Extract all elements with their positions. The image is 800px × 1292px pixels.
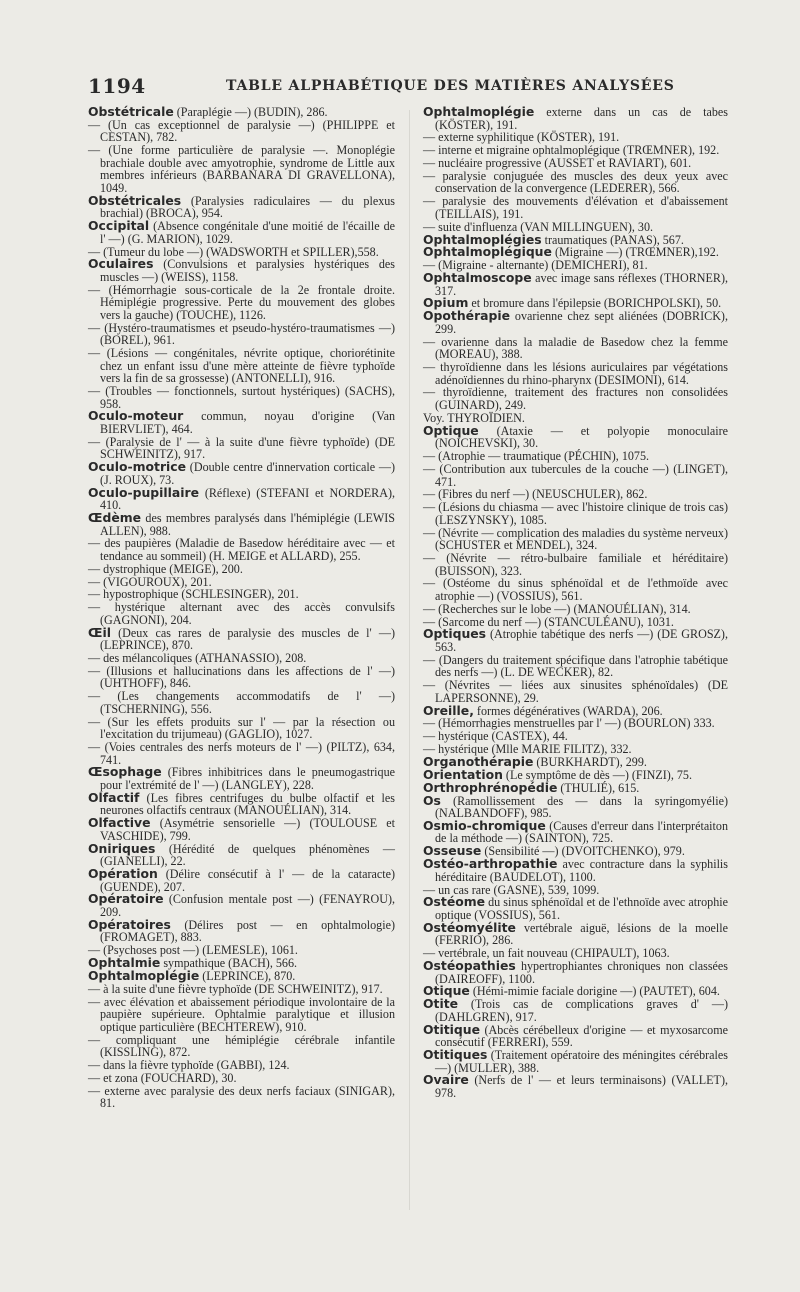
entry-text: — dans la fièvre typhoïde (GABBI), 124. xyxy=(88,1057,290,1072)
entry-text: (Asymétrie sensorielle —) (TOULOUSE et VASCHIDE), 799. xyxy=(100,816,395,843)
index-entry xyxy=(423,1074,728,1099)
entry-headword: Oculo-pupillaire xyxy=(88,484,200,500)
entry-text: traumatiques (PANAS), 567. xyxy=(541,232,684,247)
index-entry xyxy=(423,919,728,948)
index-entry xyxy=(423,170,728,195)
entry-text: — externe syphilitique (KÖSTER), 191. xyxy=(423,130,620,145)
entry-text: — hystérique (CASTEX), 44. xyxy=(423,729,568,744)
index-entry xyxy=(423,552,728,577)
entry-text: (Paraplégie —) (BUDIN), 286. xyxy=(173,105,328,119)
index-entry xyxy=(88,220,395,245)
entry-text: — (Contribution aux tubercules de la couche —) (LINGET), 471. xyxy=(423,461,728,489)
index-entry xyxy=(88,893,395,918)
entry-headword: Otitiques xyxy=(423,1047,488,1063)
index-entry xyxy=(423,195,728,220)
entry-text: — (Névrite — complication des maladies du système nerveux) (SCHUSTER et MENDEL), 324. xyxy=(423,525,728,553)
entry-text: et bromure dans l'épilepsie (BORICHPOLSKI), 50. xyxy=(468,296,722,311)
entry-headword: Olfactif xyxy=(88,789,140,805)
entry-text: (Le symptôme de dès —) (FINZI), 75. xyxy=(502,767,692,782)
index-entry xyxy=(423,463,728,488)
entry-headword: Oreille, xyxy=(423,702,474,718)
entry-text: (Paralysies radiculaires — du plexus brachial) (BROCA), 954. xyxy=(100,193,395,221)
index-entry xyxy=(423,386,728,411)
entry-headword: Opothérapie xyxy=(423,308,511,324)
index-entry xyxy=(423,336,728,361)
entry-text: — hystérique (Mlle MARIE FILITZ), 332. xyxy=(423,742,632,757)
index-entry xyxy=(88,1085,395,1110)
entry-text: — (Hystéro-traumatismes et pseudo-hystéro-traumatismes —) (BOREL), 961. xyxy=(88,320,395,348)
entry-text: — ovarienne dans la maladie de Basedow chez la femme (MOREAU), 388. xyxy=(423,334,728,362)
index-entry xyxy=(423,779,728,795)
index-entry xyxy=(423,628,728,653)
entry-text: (Réflexe) (STEFANI et NORDERA), 410. xyxy=(100,485,395,513)
entry-text: — thyroïdienne dans les lésions auriculaires par végétations adénoïdiennes du rhino-pharynx (DESIMONI), 614. xyxy=(423,360,728,387)
entry-text: — (Hémorrhagie sous-corticale de la 2e frontale droite. Hémiplégie progressive. Perte du mouvement des globes vers la gauche) (TOUCHE), 1126. xyxy=(88,282,395,322)
entry-text: — (Troubles — fonctionnels, surtout hystériques) (SACHS), 958. xyxy=(88,384,395,411)
index-entry xyxy=(88,868,395,893)
index-entry xyxy=(88,576,395,589)
index-entry xyxy=(423,577,728,602)
index-entry xyxy=(423,450,728,463)
index-entry xyxy=(423,603,728,616)
entry-text: (Délire consécutif à l' — de la cataracte) (GUENDE), 207. xyxy=(100,867,395,894)
entry-text: (Causes d'erreur dans l'interprétaiton de la méthode —) (SAINTON), 725. xyxy=(435,818,728,846)
index-entry xyxy=(88,624,395,653)
entry-text: (Migraine —) (TRŒMNER),192. xyxy=(551,245,719,260)
entry-text: (Abcès cérébelleux d'origine — et myxosarcome consécutif (FERRERI), 559. xyxy=(435,1022,728,1050)
entry-text: (Trois cas de complications graves d' —) (DAHLGREN), 917. xyxy=(435,997,728,1024)
entry-text: (Double centre d'innervation corticale —) (J. ROUX), 73. xyxy=(100,460,395,487)
entry-text: — (VIGOUROUX), 201. xyxy=(88,574,212,589)
entry-text: (Hémi-mimie faciale dorigine —) (PAUTET), 604. xyxy=(469,984,720,999)
entry-text: — (Une forme particulière de paralysie —. Monoplégie brachiale double avec amyotrophie, syndrome de Little aux membres inférieurs (BARBANARA DI GRAVELLONA), 1049. xyxy=(88,143,395,195)
index-entry xyxy=(88,322,395,347)
entry-headword: Ophtalmoplégie xyxy=(88,967,200,983)
index-entry xyxy=(423,817,728,846)
entry-text: — un cas rare (GASNE), 539, 1099. xyxy=(423,882,600,897)
index-entry xyxy=(423,730,728,743)
index-entry xyxy=(423,310,728,335)
entry-text: — (Psychoses post —) (LEMESLE), 1061. xyxy=(88,943,298,958)
entry-text: — (Sur les effets produits sur l' — par la résection ou l'excitation du trijumeau) (GAGLIO), 1027. xyxy=(88,714,395,742)
entry-headword: Obstétricales xyxy=(88,192,182,208)
index-entry xyxy=(423,144,728,157)
index-entry xyxy=(88,347,395,385)
entry-headword: Osmio-chromique xyxy=(423,817,546,833)
entry-headword: Organothérapie xyxy=(423,753,534,769)
index-entry xyxy=(88,983,395,996)
entry-headword: Œdème xyxy=(88,509,142,525)
entry-text: formes dégénératives (WARDA), 206. xyxy=(473,703,663,718)
entry-text: — des paupières (Maladie de Basedow héréditaire avec — et tendance au sommeil) (H. MEIGE et ALLARD), 255. xyxy=(88,536,395,563)
index-entry xyxy=(88,652,395,665)
entry-text: (Absence congénitale d'une moitié de l'écaille de l' —) (G. MARION), 1029. xyxy=(100,219,395,246)
entry-text: — suite d'influenza (VAN MILLINGUEN), 30. xyxy=(423,219,654,234)
index-entry xyxy=(423,246,728,259)
index-entry xyxy=(88,1072,395,1085)
entry-text: — (Sarcome du nerf —) (STANCULÉANU), 1031. xyxy=(423,614,674,629)
index-entry xyxy=(88,461,395,486)
index-entry xyxy=(423,527,728,552)
entry-text: — (Lésions — congénitales, névrite optique, choriorétinite chez un enfant issu d'une mère atteinte de fièvre typhoïde vers la fin de sa grossesse) (ANTONELLI), 916. xyxy=(88,346,395,386)
index-entry xyxy=(88,601,395,626)
index-entry xyxy=(88,144,395,194)
entry-text: — (Dangers du traitement spécifique dans l'atrophie tabétique des nerfs —) (L. DE WECKER), 82. xyxy=(423,652,728,680)
index-entry xyxy=(88,916,395,945)
index-entry xyxy=(88,106,395,119)
entry-text: — (Les changements accommodatifs de l' —) (TSCHERNING), 556. xyxy=(88,689,395,716)
entry-headword: Opératoire xyxy=(88,891,164,907)
entry-text: (Les fibres centrifuges du bulbe olfactif et les neurones olfactifs centraux (MANOUÉLIAN), 314. xyxy=(100,790,395,818)
entry-text: ovarienne chez sept aliénées (DOBRICK), 299. xyxy=(435,309,728,336)
index-entry xyxy=(88,665,395,690)
index-entry xyxy=(423,858,728,883)
index-entry xyxy=(423,361,728,386)
entry-text: commun, noyau d'origine (Van BIERVLIET), 464. xyxy=(100,409,395,436)
index-entry xyxy=(423,272,728,297)
entry-text: — (Ostéome du sinus sphénoïdal et de l'ethmoïde avec atrophie —) (VOSSIUS), 561. xyxy=(423,576,728,603)
index-entry xyxy=(88,563,395,576)
entry-headword: Otique xyxy=(423,983,470,999)
index-entry xyxy=(88,716,395,741)
entry-text: — thyroïdienne, traitement des fractures non consolidées (GUINARD), 249. xyxy=(423,385,728,413)
entry-text: (THULIÉ), 615. xyxy=(557,780,640,795)
index-entry xyxy=(88,840,395,869)
entry-text: — et zona (FOUCHARD), 30. xyxy=(88,1070,237,1085)
index-entry xyxy=(88,258,395,283)
entry-text: — vertébrale, un fait nouveau (CHIPAULT), 1063. xyxy=(423,946,670,961)
entry-text: — paralysie conjuguée des muscles des deux yeux avec conservation de la convergence (LEDERER), 566. xyxy=(423,168,728,196)
entry-text: — (Migraine - alternante) (DEMICHERI), 81. xyxy=(423,258,648,273)
index-entry xyxy=(423,501,728,526)
entry-text: (Traitement opératoire des méningites cérébrales —) (MULLER), 388. xyxy=(435,1048,728,1075)
index-entry xyxy=(88,588,395,601)
page-number: 1194 xyxy=(88,74,146,98)
index-entry xyxy=(423,896,728,921)
index-entry xyxy=(88,484,395,513)
entry-text: (LEPRINCE), 870. xyxy=(199,968,296,983)
entry-headword: Oculo-moteur xyxy=(88,408,184,424)
entry-headword: Ophtalmie xyxy=(88,955,161,971)
index-entry xyxy=(88,410,395,435)
entry-text: — dystrophique (MEIGE), 200. xyxy=(88,561,243,576)
entry-headword: Ophtalmoplégique xyxy=(423,244,552,260)
entry-headword: Ophtalmoplégies xyxy=(423,231,542,247)
entry-text: (Nerfs de l' — et leurs terminaisons) (VALLET), 978. xyxy=(435,1073,728,1100)
entry-headword: Ovaire xyxy=(423,1072,469,1088)
entry-text: (BURKHARDT), 299. xyxy=(533,754,647,769)
index-entry xyxy=(88,817,395,842)
entry-headword: Ophtalmoscope xyxy=(423,270,532,286)
entry-text: (Fibres inhibitrices dans le pneumogastrique pour l'extrémité de l' —) (LANGLEY), 228. xyxy=(100,765,395,792)
index-entry xyxy=(423,679,728,704)
entry-headword: Oculaires xyxy=(88,256,154,272)
entry-text: — (Hémorrhagies menstruelles par l' —) (BOURLON) 333. xyxy=(423,716,715,731)
entry-headword: Occipital xyxy=(88,218,150,234)
index-entry xyxy=(88,690,395,715)
entry-text: des membres paralysés dans l'hémiplégie (LEWIS ALLEN), 988. xyxy=(100,510,395,538)
entry-headword: Œil xyxy=(88,624,111,640)
index-entry xyxy=(88,509,395,538)
entry-text: — des mélancoliques (ATHANASSIO), 208. xyxy=(88,651,307,666)
entry-text: — interne et migraine ophtalmoplégique (TRŒMNER), 192. xyxy=(423,143,720,158)
entry-text: — (Voies centrales des nerfs moteurs de l' —) (PILTZ), 634, 741. xyxy=(88,740,395,767)
index-entry xyxy=(88,284,395,322)
entry-text: — hystérique alternant avec des accès convulsifs (GAGNONI), 204. xyxy=(88,600,395,627)
entry-text: (Hérédité de quelques phénomènes — (GIANELLI), 22. xyxy=(100,841,395,869)
entry-headword: Opération xyxy=(88,866,158,882)
entry-headword: Ostéo-arthropathie xyxy=(423,856,558,872)
index-entry xyxy=(423,1049,728,1074)
page-header xyxy=(88,74,728,98)
entry-text: (Délires post — en ophtalmologie) (FROMAGET), 883. xyxy=(100,917,395,945)
entry-text: (Deux cas rares de paralysie des muscles de l' —) (LEPRINCE), 870. xyxy=(100,625,395,653)
index-entry xyxy=(423,157,728,170)
entry-headword: Optique xyxy=(423,422,479,438)
index-entry xyxy=(88,385,395,410)
entry-headword: Os xyxy=(423,792,441,808)
entry-headword: Otitique xyxy=(423,1021,480,1037)
entry-headword: Oniriques xyxy=(88,840,156,856)
entry-text: — hypostrophique (SCHLESINGER), 201. xyxy=(88,587,299,602)
entry-text: — avec élévation et abaissement périodique involontaire de la paupière supérieure. Ophtalmie paralytique et illusion optique particulière (BECHTEREW), 910. xyxy=(88,994,395,1034)
entry-text: Voy. THYROÏDIEN. xyxy=(423,410,525,425)
index-entry xyxy=(88,537,395,562)
index-entry xyxy=(423,106,728,131)
entry-text: — (Recherches sur le lobe —) (MANOUÉLIAN), 314. xyxy=(423,601,691,616)
entry-text: du sinus sphénoïdal et de l'ethnoïde avec atrophie optique (VOSSIUS), 561. xyxy=(435,895,728,922)
index-entry xyxy=(423,702,728,718)
entry-text: sympathique (BACH), 566. xyxy=(160,956,298,971)
entry-text: — paralysie des mouvements d'élévation et d'abaissement (TEILLAIS), 191. xyxy=(423,194,728,221)
entry-text: — à la suite d'une fièvre typhoïde (DE SCHWEINITZ), 917. xyxy=(88,981,383,996)
entry-text: (Convulsions et paralysies hystériques des muscles —) (WEISS), 1158. xyxy=(100,257,395,284)
index-entry xyxy=(88,967,395,983)
entry-text: — compliquant une hémiplégie cérébrale infantile (KISSLING), 872. xyxy=(88,1032,395,1060)
running-title: TABLE ALPHABÉTIQUE DES MATIÈRES ANALYSÉES xyxy=(226,78,675,94)
entry-text: (Ramollissement des — dans la syringomyélie) (NALBANDOFF), 985. xyxy=(435,793,728,821)
entry-headword: Olfactive xyxy=(88,815,151,831)
index-entry xyxy=(88,789,395,818)
entry-text: externe dans un cas de tabes (KÖSTER), 191. xyxy=(435,105,728,132)
entry-text: hypertrophiantes chroniques non classées (DAIREOFF), 1100. xyxy=(435,959,728,986)
left-column xyxy=(88,106,395,1110)
index-entry xyxy=(88,119,395,144)
index-entry xyxy=(88,436,395,461)
entry-headword: Ostéome xyxy=(423,894,486,910)
index-entry xyxy=(88,741,395,766)
index-entry xyxy=(423,488,728,501)
index-entry xyxy=(423,654,728,679)
entry-headword: Ostéomyélite xyxy=(423,919,516,935)
right-column xyxy=(423,106,728,1100)
entry-text: (Ataxie — et polyopie monoculaire (NOICHEVSKI), 30. xyxy=(435,423,728,451)
entry-text: avec contracture dans la syphilis héréditaire (BAUDELOT), 1100. xyxy=(435,857,728,884)
entry-headword: Obstétricale xyxy=(88,104,174,119)
index-entry xyxy=(88,192,395,221)
entry-text: — (Fibres du nerf —) (NEUSCHULER), 862. xyxy=(423,487,648,502)
column-divider xyxy=(409,110,410,1210)
entry-text: vertébrale aiguë, lésions de la moelle (FERRIO), 286. xyxy=(435,920,728,948)
entry-text: — (Illusions et hallucinations dans les affections de l' —) (UHTHOFF), 846. xyxy=(88,663,395,691)
entry-text: (Confusion mentale post —) (FENAYROU), 209. xyxy=(100,892,395,919)
entry-text: — (Paralysie de l' — à la suite d'une fièvre typhoïde) (DE SCHWEINITZ), 917. xyxy=(88,434,395,462)
entry-text: (Sensibilité —) (DVOITCHENKO), 979. xyxy=(481,844,685,859)
index-entry xyxy=(423,422,728,451)
index-entry xyxy=(423,792,728,821)
entry-headword: Opératoires xyxy=(88,916,171,932)
entry-headword: Opium xyxy=(423,295,469,311)
entry-text: — (Un cas exceptionnel de paralysie —) (PHILIPPE et CESTAN), 782. xyxy=(88,117,395,145)
index-entry xyxy=(88,1034,395,1059)
index-entry xyxy=(423,1021,728,1050)
entry-text: — (Névrite — rétro-bulbaire familiale et héréditaire) (BUISSON), 323. xyxy=(423,550,728,578)
index-entry xyxy=(423,998,728,1023)
entry-text: — (Lésions du chiasma — avec l'histoire clinique de trois cas) (LESZYNSKY), 1085. xyxy=(423,500,728,527)
entry-text: (Atrophie tabétique des nerfs —) (DE GROSZ), 563. xyxy=(435,627,728,654)
entry-headword: Oculo-motrice xyxy=(88,459,187,475)
index-entry xyxy=(423,131,728,144)
entry-text: avec image sans réflexes (THORNER), 317. xyxy=(435,271,728,298)
entry-text: — (Tumeur du lobe —) (WADSWORTH et SPILLER),558. xyxy=(88,244,379,259)
entry-headword: Osseuse xyxy=(423,843,482,859)
index-entry xyxy=(423,960,728,985)
entry-headword: Optiques xyxy=(423,626,487,642)
entry-text: — nucléaire progressive (AUSSET et RAVIART), 601. xyxy=(423,156,692,171)
index-entry xyxy=(88,1059,395,1072)
entry-text: — (Névrites — liées aux sinusites sphénoïdales) (DE LAPERSONNE), 29. xyxy=(423,678,728,705)
entry-headword: Otite xyxy=(423,996,459,1012)
entry-headword: Ophtalmoplégie xyxy=(423,104,535,119)
index-entry xyxy=(88,766,395,791)
entry-text: — externe avec paralysie des deux nerfs faciaux (SINIGAR), 81. xyxy=(88,1083,395,1111)
entry-headword: Œsophage xyxy=(88,764,162,780)
entry-headword: Orthrophrénopédie xyxy=(423,779,558,795)
index-entry xyxy=(423,717,728,730)
entry-headword: Ostéopathies xyxy=(423,958,516,973)
index-entry xyxy=(88,996,395,1034)
entry-headword: Orientation xyxy=(423,766,503,782)
entry-text: — (Atrophie — traumatique (PÉCHIN), 1075. xyxy=(423,449,650,464)
